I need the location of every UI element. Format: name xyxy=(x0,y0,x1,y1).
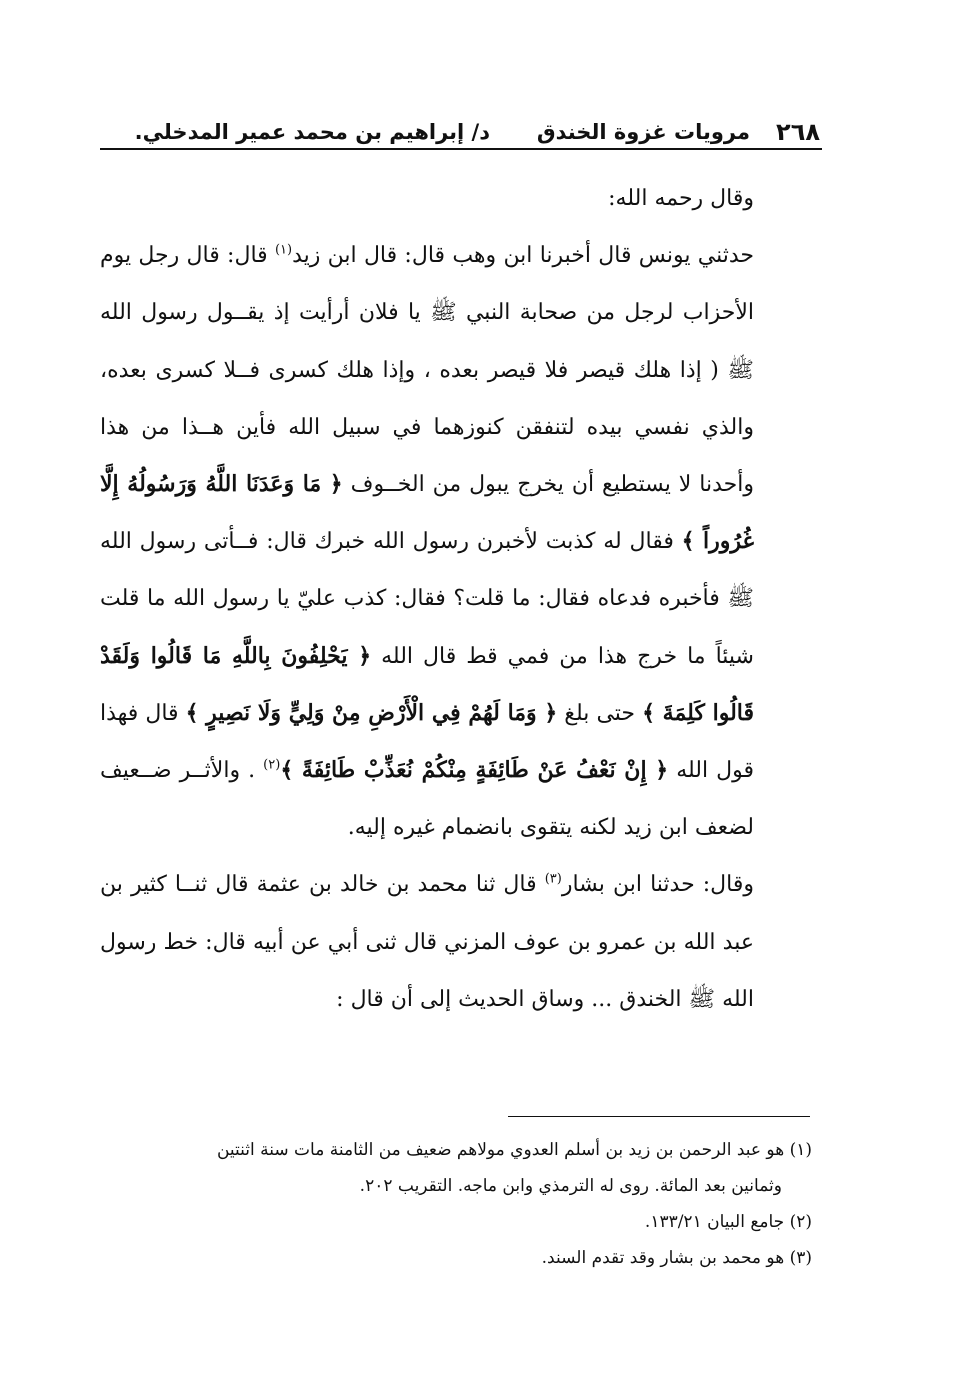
paragraph-2 xyxy=(100,227,814,856)
footnote-2: (٢) جامع البيان ١٣٣/٢١. xyxy=(644,1212,812,1232)
footnote-ref-3: (٣) xyxy=(544,872,562,888)
text-span: قال فهذا قول الله xyxy=(100,700,755,784)
text-span: قال ثنا محمد بن خالد بن عثمة قال ثنــا كثير بن عبد الله بن عمرو بن عوف المزني قال ثنى أبي عن أبيه قال: خط رسول الله ﷺ الخندق ... وساق الحديث إلى أن قال : xyxy=(100,872,754,1012)
footnote-ref-1: (١) xyxy=(274,242,293,258)
text-span: فقال له كذبت لأخبرن رسول الله خبرك قال: فــأتى رسول الله ﷺ فأخبره فدعاه فقال: ما قلت؟ فقال: كذب عليّ يا رسول الله ما قلت شيئاً ما خرج هذا من فمي قط قال الله xyxy=(100,529,754,669)
quran-verse-2: ﴿ يَحْلِفُونَ بِاللَّهِ مَا قَالُوا وَلَقَدْ قَالُوا كَلِمَةَ ﴾ xyxy=(100,642,755,726)
footnote-3: (٣) هو محمد بن بشار وقد تقدم السند. xyxy=(541,1248,812,1268)
text-span: حتى بلغ xyxy=(557,700,643,726)
text-span: . والأثــر ضــعيف لضعف ابن زيد لكنه يتقوى بانضمام غيره إليه. xyxy=(100,758,754,841)
footnote-1: (١) هو عبد الرحمن بن زيد بن أسلم العدوي مولاهم ضعيف من الثامنة مات سنة اثنتين xyxy=(216,1140,812,1160)
text-span: حدثني يونس قال أخبرنا ابن وهب قال: قال ابن زيد xyxy=(292,243,754,269)
paragraph-1: وقال رحمه الله: xyxy=(608,186,754,211)
book-title: مرويات غزوة الخندق xyxy=(536,120,750,144)
footnote-rule xyxy=(508,1116,810,1117)
page-number: ٢٦٨ xyxy=(776,118,820,146)
quran-verse-4: ﴿ إِنْ نَعْفُ عَنْ طَائِفَةٍ مِنْكُمْ نُعَذِّبْ طَائِفَةً ﴾ xyxy=(280,757,669,784)
footnote-ref-2: (٢) xyxy=(263,757,281,773)
text-span: وقال: حدثنا ابن بشار xyxy=(561,872,754,898)
quran-verse-3: ﴿ وَمَا لَهُمْ فِي الْأَرْضِ مِنْ وَلِيٍّ وَلَا نَصِيرٍ ﴾ xyxy=(185,699,558,726)
author-name: د/ إبراهيم بن محمد عمير المدخلي. xyxy=(134,120,490,144)
paragraph-3 xyxy=(100,856,814,1028)
footnotes xyxy=(100,1132,812,1276)
text-span: قال: قال رجل يوم الأحزاب لرجل من صحابة النبي ﷺ يا فلان أرأيت إذ يقــول رسول الله ﷺ ( إذا هلك قيصر فلا قيصر بعده ، وإذا هلك كسرى فــلا كسرى بعده، والذي نفسي بيده لتنفقن كنوزهما في سبيل الله فأين هــذا من هذا وأحدنا لا يستطيع أن يخرج يبول من الخــوف xyxy=(100,243,754,498)
footnote-1-continued: وثمانين بعد المائة. روى له الترمذي وابن ماجه. التقريب ٢٠٢. xyxy=(359,1176,782,1196)
quran-verse-1: ﴿ مَا وَعَدَنَا اللَّهُ وَرَسُولُهُ إِلَّا غُرُوراً ﴾ xyxy=(100,471,754,555)
header-rule xyxy=(100,148,822,150)
running-header xyxy=(100,118,820,152)
main-text xyxy=(100,170,814,1028)
